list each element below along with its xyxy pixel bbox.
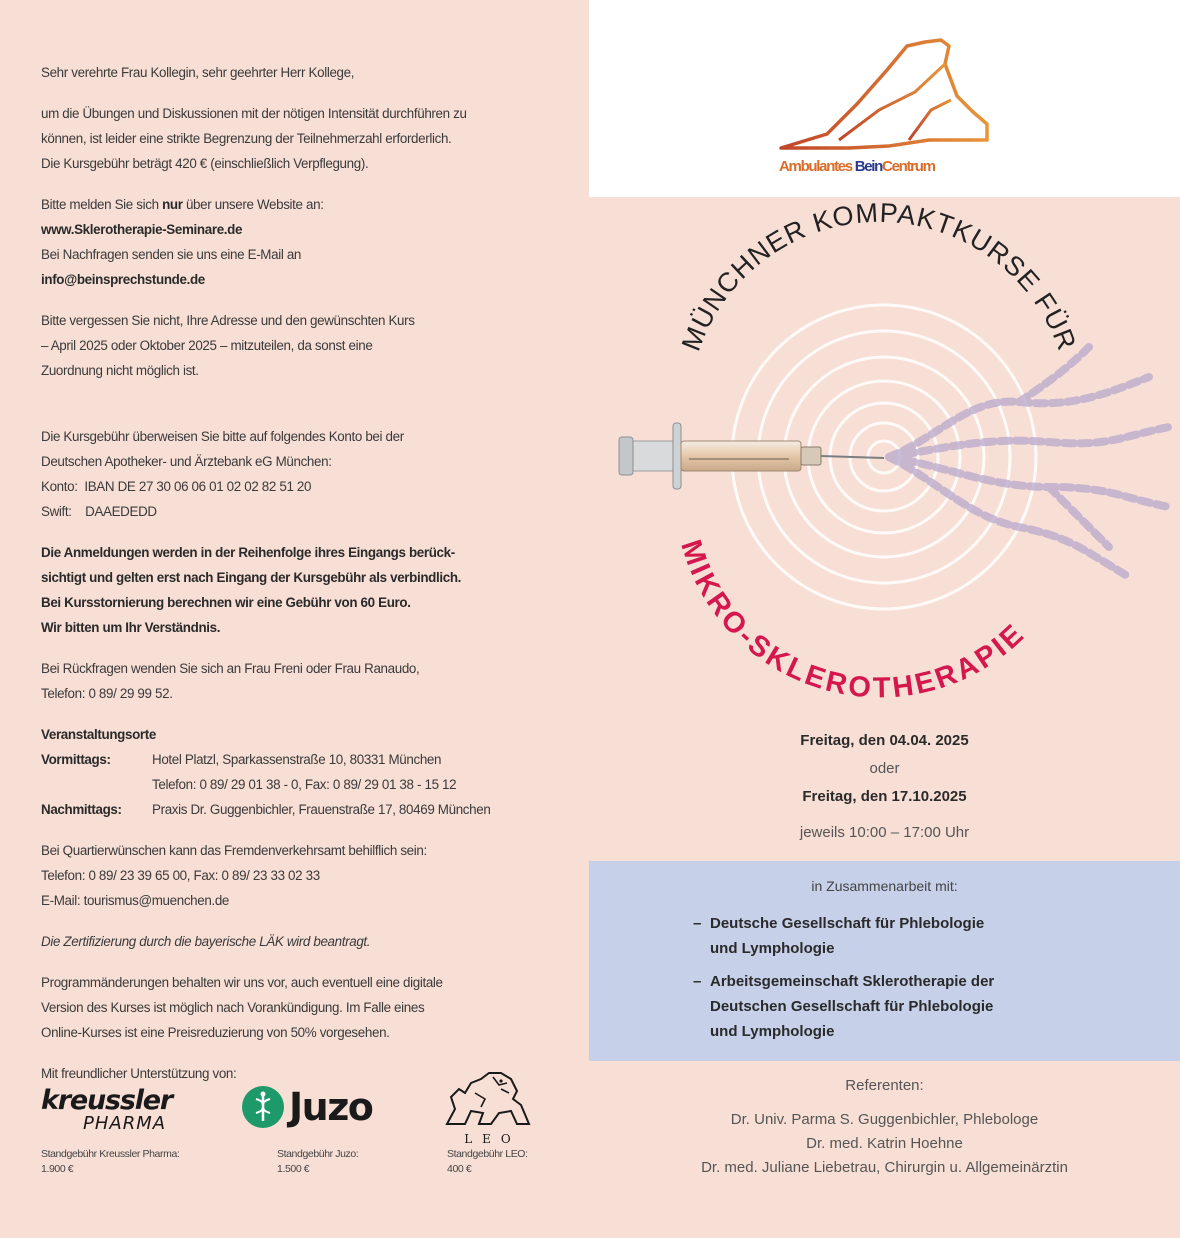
venue-afternoon: Nachmittags: Praxis Dr. Guggenbichler, Frauenstraße 17, 80469 München [41,802,491,817]
letter-column [41,60,561,1102]
course-dates [589,727,1180,847]
logo-wordmark: Ambulantes BeinCentrum [779,158,935,175]
leo-logo: LEO [441,1069,536,1146]
conditions-paragraph: Die Anmeldungen werden in der Reihenfolge ihres Eingangs berück- sichtigt und gelten erst nach Eingang der Kursgebühr als verbindlich. Bei Kursstornierung berechnen wir eine Gebühr von 60 Euro. Wir bitten um Ihr Verständnis. [41,545,462,635]
arc-title-top: MÜNCHNER KOMPAKTKURSE FÜR [675,197,1083,355]
sponsor-logos [41,1065,561,1185]
kreussler-logo: kreussler PHARMA [41,1085,173,1134]
venues-title: Veranstaltungsorte [41,727,156,742]
leo-fee: Standgebühr LEO: 400 € [447,1148,528,1175]
cooperation-item: – Arbeitsgemeinschaft Sklerotherapie der Deutschen Gesellschaft für Phlebologie und Lymphologie [693,969,994,1044]
cooperation-box [589,861,1180,1061]
registration-paragraph: Bitte melden Sie sich nur über unsere Website an: www.Sklerotherapie-Seminare.de Bei Nachfragen senden sie uns eine E-Mail an info@beinsprechstunde.de [41,197,324,287]
referents [589,1074,1180,1180]
venue-morning: Vormittags: Hotel Platzl, Sparkassenstraße 10, 80331 München Telefon: 0 89/ 29 01 38 - 0, Fax: 0 89/ 29 01 38 - 15 12 [41,752,457,792]
reminder-paragraph: Bitte vergessen Sie nicht, Ihre Adresse und den gewünschten Kurs – April 2025 oder Oktober 2025 – mitzuteilen, da sonst eine Zuordnung nicht möglich ist. [41,313,415,378]
website-link[interactable]: www.Sklerotherapie-Seminare.de [41,222,243,237]
bank-paragraph: Die Kursgebühr überweisen Sie bitte auf folgendes Konto bei der Deutschen Apotheker- und Ärztebank eG München: Konto: IBAN DE 27 30 06 06 01 02 02 82 51 20 Swift: DAAEDEDD [41,429,404,519]
arc-title-bottom: MIKRO-SKLEROTHERAPIE [674,536,1032,705]
juzo-caduceus-icon [241,1085,285,1129]
salutation: Sehr verehrte Frau Kollegin, sehr geehrter Herr Kollege, [41,65,355,80]
course-time: jeweils 10:00 – 17:00 Uhr [799,824,970,841]
date-october: Freitag, den 17.10.2025 [802,788,967,805]
kreussler-fee: Standgebühr Kreussler Pharma: 1.900 € [41,1148,180,1175]
questions-paragraph: Bei Rückfragen wenden Sie sich an Frau Freni oder Frau Ranaudo, Telefon: 0 89/ 29 99 52. [41,661,420,701]
date-april: Freitag, den 04.04. 2025 [800,732,969,749]
referent-name: Dr. med. Katrin Hoehne [806,1135,963,1152]
juzo-logo: Juzo [241,1085,372,1129]
venues [41,722,561,822]
date-or: oder [869,760,900,777]
support-line: Mit freundlicher Unterstützung von: [41,1066,237,1081]
leo-lion-icon [441,1069,536,1129]
cooperation-intro: in Zusammenarbeit mit: [811,878,958,894]
referent-name: Dr. Univ. Parma S. Guggenbichler, Phlebologe [730,1111,1039,1128]
referents-title: Referenten: [845,1077,924,1094]
intro-paragraph: um die Übungen und Diskussionen mit der nötigen Intensität durchführen zu können, ist leider eine strikte Begrenzung der Teilnehmerzahl erforderlich. Die Kursgebühr beträgt 420 € (einschließlich Verpflegung). [41,106,467,171]
hero-graphic [589,197,1180,717]
changes-paragraph: Programmänderungen behalten wir uns vor, auch eventuell eine digitale Version des Kurses ist möglich nach Vorankündigung. Im Falle eines Online-Kurses ist eine Preisreduzierung von 50% vorgesehen. [41,975,443,1040]
tourism-paragraph: Bei Quartierwünschen kann das Fremdenverkehrsamt behilflich sein: Telefon: 0 89/ 23 39 65 00, Fax: 0 89/ 23 33 02 33 E-Mail: tourismus@muenchen.de [41,843,427,908]
abc-logo-box [589,0,1180,197]
juzo-fee: Standgebühr Juzo: 1.500 € [277,1148,359,1175]
cooperation-list [693,911,994,1052]
syringe [619,423,884,489]
cooperation-item: – Deutsche Gesellschaft für Phlebologie und Lymphologie [693,911,994,961]
certification-note: Die Zertifizierung durch die bayerische LÄK wird beantragt. [41,934,371,949]
referent-name: Dr. med. Juliane Liebetrau, Chirurgin u. Allgemeinärztin [701,1159,1068,1176]
syringe-vein-illustration [589,197,1180,717]
email-link[interactable]: info@beinsprechstunde.de [41,272,205,287]
